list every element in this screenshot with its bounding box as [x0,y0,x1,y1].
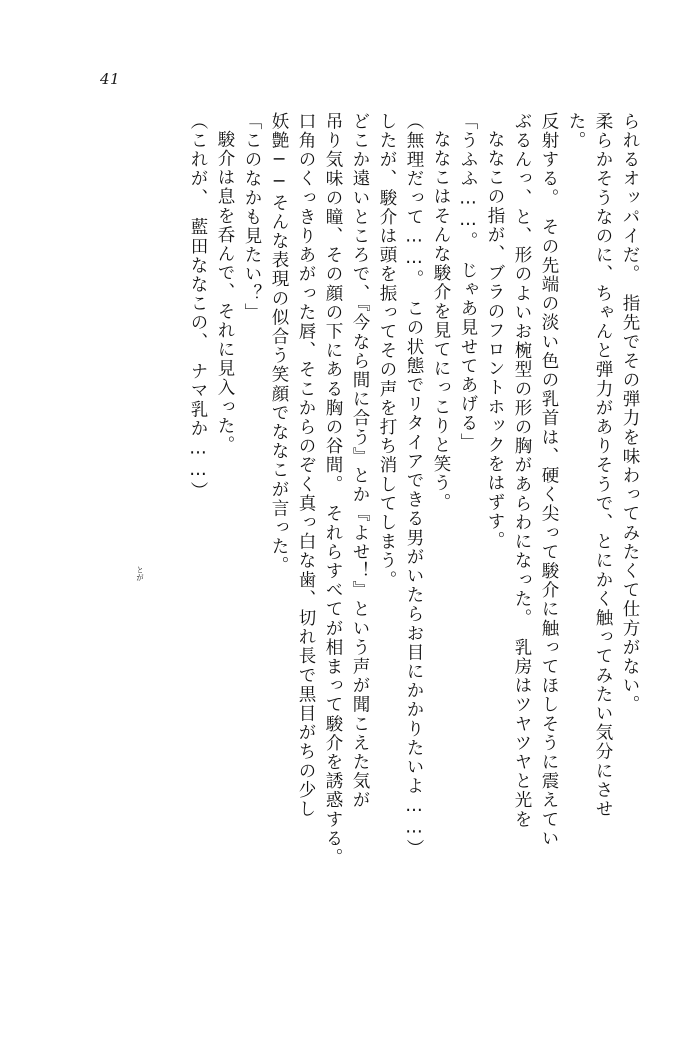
text-line: （これが、 藍田ななこの、 ナマ乳か……） [188,112,208,501]
text-line: ぶるんっ、と、形のよいお椀型の形の胸があらわになった。 乳房はツヤツヤと光を [512,112,532,830]
text-line: したが、駿介は頭を振ってその声を打ち消してしまう。 [377,112,397,590]
text-line: 駿介は息を呑んで、それに見入った。 [215,130,235,455]
text-line: られるオッパイだ。 指先でその弾力を味わってみたくて仕方がない。 [620,112,640,715]
text-line: ななこはそんな駿介を見てにっこりと笑う。 [431,130,451,512]
text-line: 吊り気味の瞳、その顔の下にある胸の谷間。 それらすべてが相まって駿介を誘惑する。 [323,112,343,868]
text-line: 柔らかそうなのに、ちゃんと弾力がありそうで、とにかく触ってみたい気分にさせ [593,112,613,819]
text-line: ななこの指が、ブラのフロントホックをはずす。 [485,130,505,551]
text-line: 妖艶──そんな表現の似合う笑顔でななこが言った。 [269,112,289,576]
text-line: 口角のくっきりあがった唇、そこからのぞく真っ白な歯、切れ長で黒目がちの少し [296,112,316,819]
text-line: た。 [566,112,586,151]
text-line: 反射する。 その先端の淡い色の乳首は、硬く尖って駿介に触ってほしそうに震えてい [539,112,559,849]
vertical-text-block [78,112,638,992]
text-line: （無理だって……。 この状態でリタイアできる男がいたらお目にかかりたいよ……） [404,112,424,859]
text-line: どこか遠いところで、『今なら間に合う』とか『よせ！』という声が聞こえた気が [350,112,370,810]
text-line: 「うふふ……。 じゃあ見せてあげる」 [458,112,478,453]
text-line: 「このなかも見たい？」 [242,112,262,323]
ruby-annotation: とが [135,566,145,581]
page-number: 41 [100,70,121,88]
